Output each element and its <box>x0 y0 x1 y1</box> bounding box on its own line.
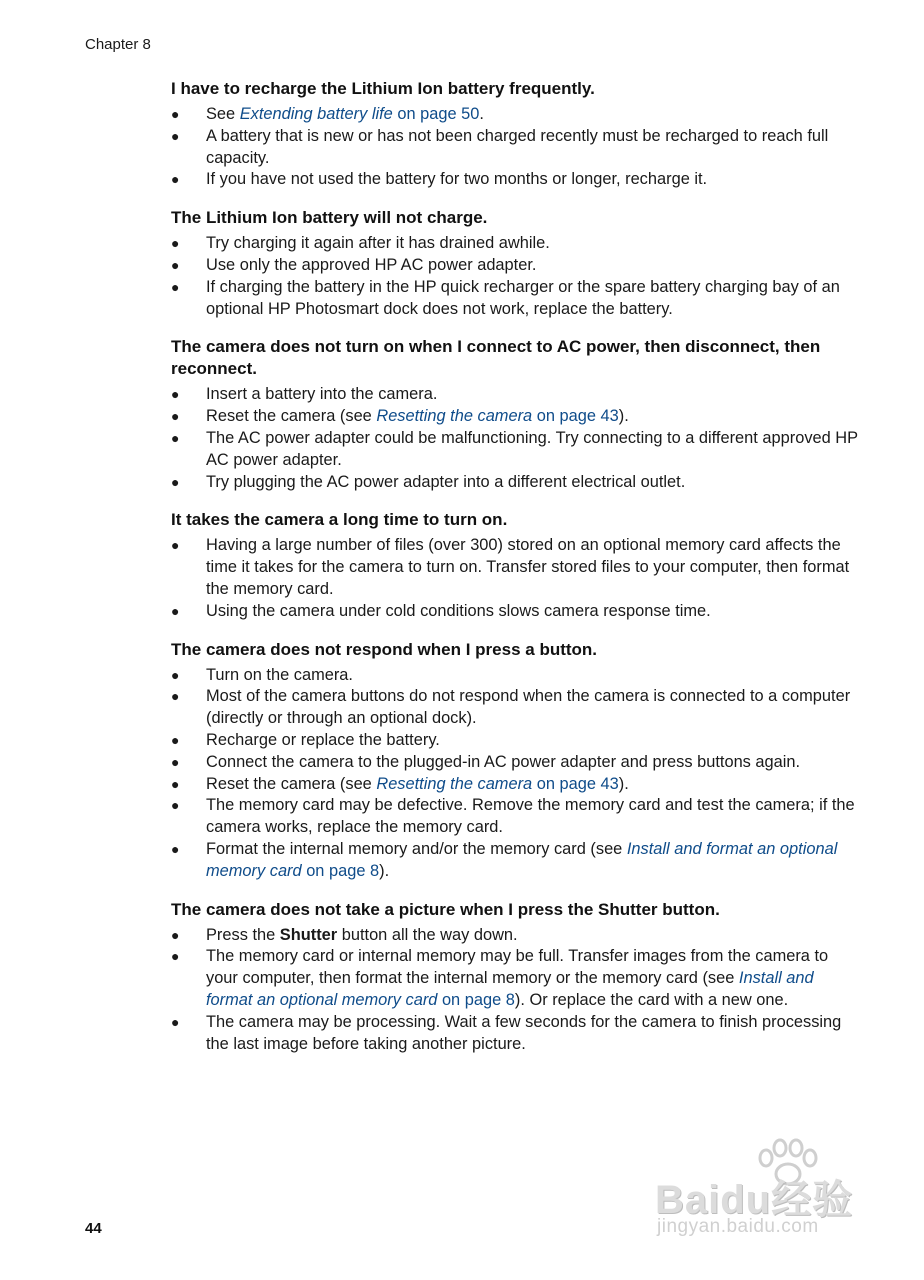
chapter-header: Chapter 8 <box>85 36 151 53</box>
cross-reference-link[interactable]: Install and format an optional memory card on page 8 <box>206 839 838 880</box>
watermark-brand: Baidu经验 <box>655 1178 854 1222</box>
list-item: ● Use only the approved HP AC power adapter. <box>171 255 861 277</box>
list-item: ● Using the camera under cold conditions slows camera response time. <box>171 601 861 623</box>
section-title: The camera does not take a picture when I press the Shutter button. <box>171 899 720 919</box>
section-title: The camera does not respond when I press a button. <box>171 639 598 659</box>
section-recharge-frequently <box>171 78 861 191</box>
list-item: ● Try plugging the AC power adapter into a different electrical outlet. <box>171 472 861 494</box>
list-item: ● Reset the camera (see Resetting the camera on page 43). <box>171 406 861 428</box>
cross-reference-link[interactable]: Extending battery life on page 50 <box>239 105 480 123</box>
list-item: ● The AC power adapter could be malfunctioning. Try connecting to a different approved HP AC power adapter. <box>171 428 858 469</box>
bullet-icon: ● <box>171 1013 180 1030</box>
section-title: It takes the camera a long time to turn on. <box>171 510 508 530</box>
list-item: ● Recharge or replace the battery. <box>171 730 861 752</box>
bullet-icon: ● <box>171 278 180 295</box>
bullet-icon: ● <box>171 537 180 554</box>
list-item: ● If you have not used the battery for two months or longer, recharge it. <box>171 169 861 191</box>
watermark-url: jingyan.baidu.com <box>657 1216 819 1237</box>
list-item: ● The memory card may be defective. Remove the memory card and test the camera; if the camera works, replace the memory card. <box>171 796 855 837</box>
bullet-list <box>171 535 861 622</box>
bullet-icon: ● <box>171 473 180 490</box>
cross-reference-link[interactable]: Resetting the camera on page 43 <box>376 407 619 426</box>
bullet-list <box>171 925 861 1056</box>
section-no-picture <box>171 899 861 1056</box>
bullet-icon: ● <box>171 386 180 403</box>
list-item: ● Most of the camera buttons do not respond when the camera is connected to a computer (directly or through an optional dock). <box>171 687 851 728</box>
bullet-icon: ● <box>171 106 180 122</box>
list-item: ● See Extending battery life on page 50. <box>171 104 861 126</box>
bullet-icon: ● <box>171 408 180 425</box>
bullet-icon: ● <box>171 753 180 770</box>
bullet-icon: ● <box>171 926 180 943</box>
page-content <box>171 78 861 1071</box>
section-title: The Lithium Ion battery will not charge. <box>171 208 488 228</box>
baidu-watermark <box>655 1138 875 1248</box>
bullet-icon: ● <box>171 602 180 619</box>
cross-reference-link[interactable]: Install and format an optional memory card on page 8 <box>206 969 814 1009</box>
list-item: ● A battery that is new or has not been charged recently must be recharged to reach full capacity. <box>171 126 829 167</box>
section-title: The camera does not turn on when I connect to AC power, then disconnect, then reconnect. <box>171 337 821 379</box>
bullet-icon: ● <box>171 731 180 748</box>
bullet-icon: ● <box>171 429 180 446</box>
bullet-icon: ● <box>171 797 180 814</box>
bullet-icon: ● <box>171 127 180 144</box>
bullet-list <box>171 233 861 320</box>
list-item: ● Try charging it again after it has drained awhile. <box>171 233 861 255</box>
section-will-not-charge <box>171 207 861 320</box>
section-title: I have to recharge the Lithium Ion battery frequently. <box>171 79 595 98</box>
bullet-list <box>171 665 861 883</box>
bullet-icon: ● <box>171 235 180 252</box>
list-item: ● The memory card or internal memory may be full. Transfer images from the camera to your computer, then format the internal memory or the memory card (see Install and format an optional memory card on page 8). Or replace the card with a new one. <box>171 947 829 1009</box>
bullet-icon: ● <box>171 688 180 705</box>
bullet-icon: ● <box>171 775 180 792</box>
bullet-icon: ● <box>171 666 180 683</box>
shutter-button-label: Shutter <box>279 925 338 944</box>
section-no-button-response <box>171 639 861 883</box>
bullet-list <box>171 384 861 493</box>
section-slow-turn-on <box>171 509 861 622</box>
bullet-icon: ● <box>171 948 180 965</box>
list-item: ● The camera may be processing. Wait a few seconds for the camera to finish processing the last image before taking another picture. <box>171 1012 842 1053</box>
list-item: ● Turn on the camera. <box>171 665 861 687</box>
list-item: ● Format the internal memory and/or the memory card (see Install and format an optional memory card on page 8). <box>171 839 838 880</box>
bullet-icon: ● <box>171 256 180 273</box>
list-item: ● Press the Shutter button all the way down. <box>171 925 861 947</box>
page-number: 44 <box>85 1220 102 1237</box>
list-item: ● Insert a battery into the camera. <box>171 384 861 406</box>
bullet-icon: ● <box>171 171 180 188</box>
list-item: ● If charging the battery in the HP quick recharger or the spare battery charging bay of an optional HP Photosmart dock does not work, replace the battery. <box>171 277 840 318</box>
cross-reference-link[interactable]: Resetting the camera on page 43 <box>376 774 619 793</box>
list-item: ● Having a large number of files (over 300) stored on an optional memory card affects the time it takes for the camera to turn on. Transfer stored files to your computer, then format the memory card. <box>171 536 850 598</box>
bullet-list <box>171 104 861 191</box>
section-ac-power <box>171 336 861 493</box>
list-item: ● Connect the camera to the plugged-in AC power adapter and press buttons again. <box>171 752 861 774</box>
list-item: ● Reset the camera (see Resetting the camera on page 43). <box>171 774 861 796</box>
bullet-icon: ● <box>171 840 180 857</box>
